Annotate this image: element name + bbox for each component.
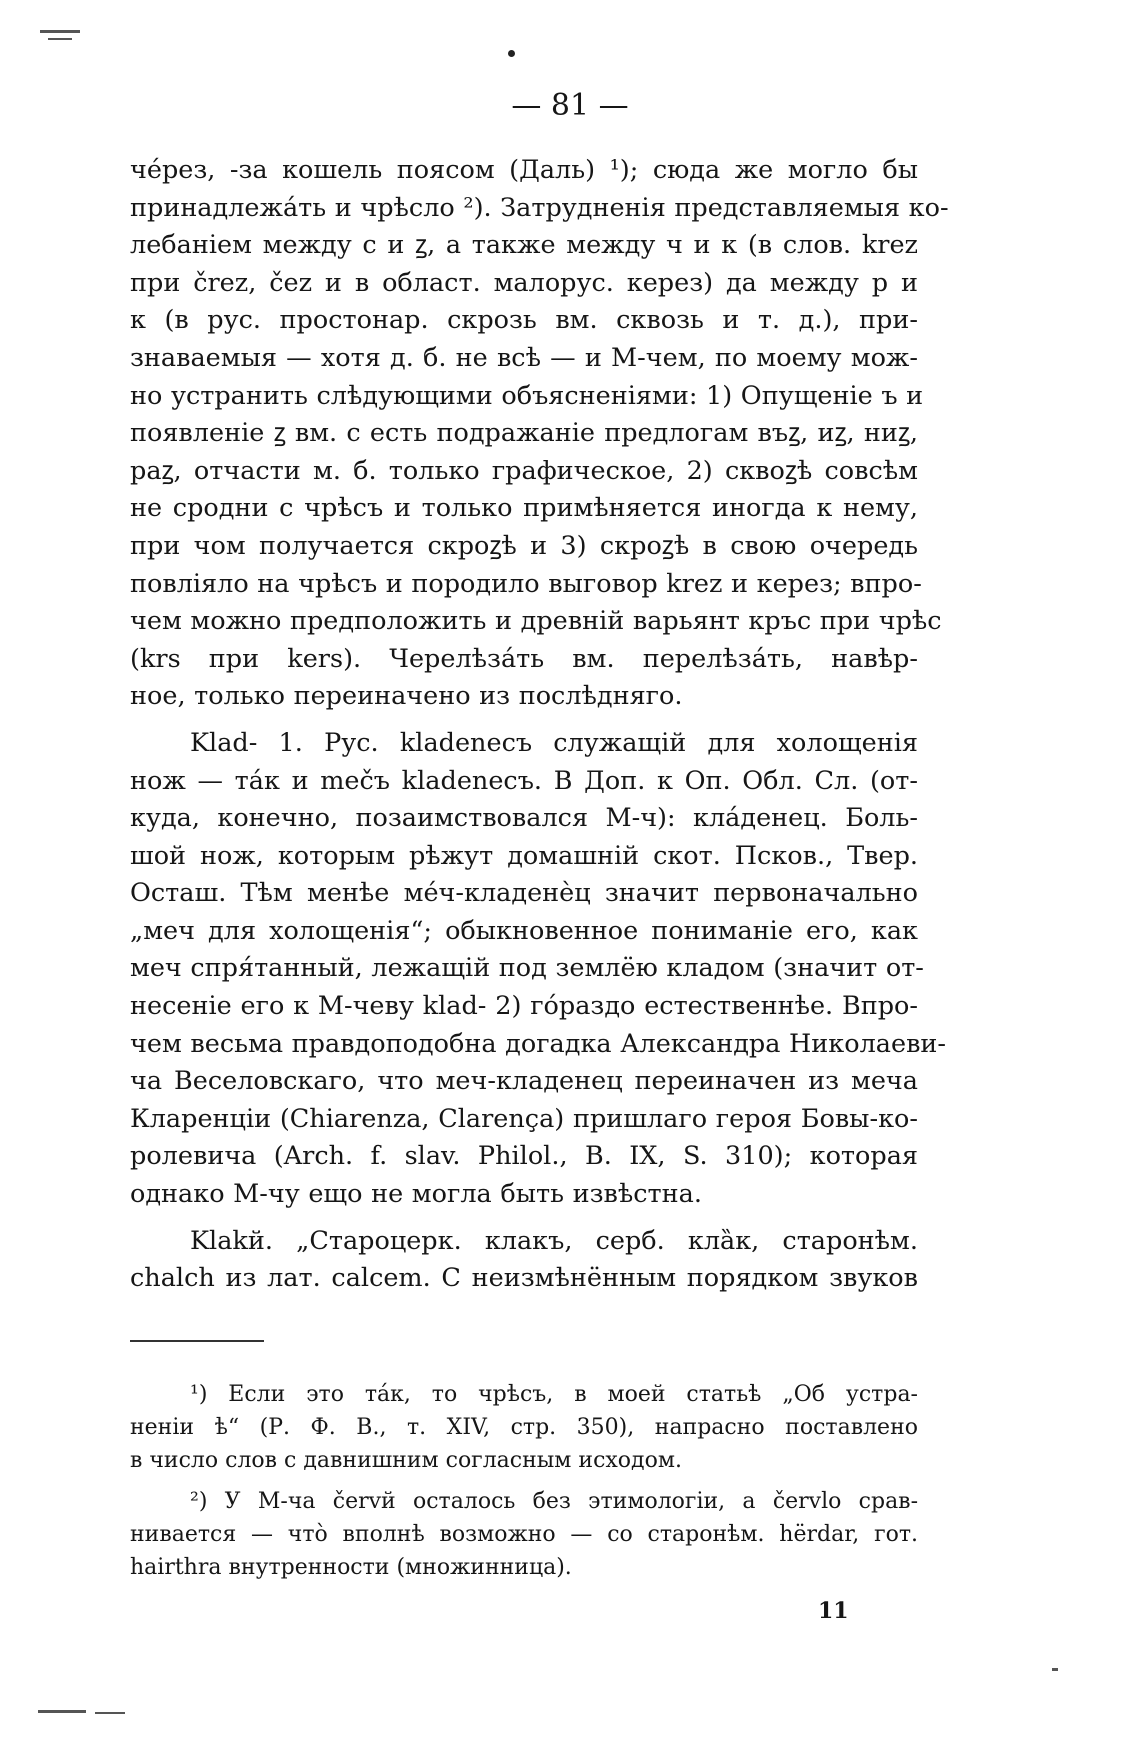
- text-line: знаваемыя — хотя д. б. не всѣ — и М-чем, по моему мож-: [130, 342, 918, 373]
- footnote-line: ²) У М-ча červй осталось без этимологіи, а červlo срав-: [190, 1489, 918, 1514]
- text-line: ролевича (Arch. f. slav. Philol., B. IX, S. 310); которая: [130, 1141, 918, 1172]
- text-line: „меч для холощенія“; обыкновенное пониманіе его, как: [130, 915, 918, 946]
- text-line: Klakй. „Староцерк. клакъ, серб. кла̏к, старонѣм.: [190, 1225, 918, 1256]
- text-line: ча Веселовскаго, что меч-кладенец переиначен из меча: [130, 1066, 918, 1097]
- text-line: однако М-чу ещо не могла быть извѣстна.: [130, 1179, 702, 1210]
- text-line: (krs при kers). Черелѣза́ть вм. перелѣза́ть, навѣр-: [130, 643, 918, 674]
- scan-speck: [40, 30, 80, 33]
- page-number: — 81 —: [511, 88, 629, 123]
- text-line: лебаніем между с и ꙁ, а также между ч и к (в слов. krez: [130, 230, 918, 261]
- text-line: принадлежа́ть и чрѣсло ²). Затрудненія представляемыя ко-: [130, 192, 949, 223]
- footnote-rule: [130, 1340, 264, 1342]
- text-line: шой нож, которым рѣжут домашній скот. Псков., Твер.: [130, 840, 918, 871]
- footnote-line: нивается — что̀ вполнѣ возможно — со старонѣм. hërdar, гот.: [130, 1522, 918, 1547]
- signature-mark: 11: [818, 1598, 849, 1624]
- text-line: Осташ. Тѣм менѣе ме́ч-кладенѐц значит первоначально: [130, 878, 918, 909]
- text-line: при črez, čez и в област. малорус. керез) да между р и: [130, 267, 918, 298]
- text-line: несеніе его к М-чеву klad- 2) го́раздо естественнѣе. Впро-: [130, 991, 918, 1022]
- scan-speck: [48, 38, 72, 40]
- text-line: чéрез, -за кошель поясом (Даль) ¹); сюда же могло бы: [130, 155, 918, 185]
- text-line: chalch из лат. calcem. С неизмѣнённым порядком звуков: [130, 1263, 918, 1294]
- text-line: при чом получается скроꙁѣ и 3) скроꙁѣ в свою очередь: [130, 530, 918, 561]
- text-line: чем весьма правдоподобна догадка Александра Николаеви-: [130, 1028, 947, 1059]
- text-line: не сродни с чрѣсъ и только примѣняется иногда к нему,: [130, 493, 918, 524]
- text-line: но устранить слѣдующими объясненіями: 1) Опущеніе ъ и: [130, 380, 924, 411]
- scan-speck: [95, 1712, 125, 1714]
- text-line: раꙁ, отчасти м. б. только графическое, 2) сквоꙁѣ совсѣм: [130, 455, 918, 486]
- footnotes: [130, 1378, 918, 1584]
- text-line: к (в рус. простонар. скрозь вм. сквозь и т. д.), при-: [130, 305, 918, 336]
- scan-speck: [38, 1710, 86, 1713]
- text-line: меч спря́танный, лежащій под землёю кладом (значит от-: [130, 953, 924, 984]
- footnote-line: hairthra внутренности (множинница).: [130, 1555, 572, 1580]
- body-text: [130, 152, 949, 1298]
- scan-speck: [1052, 1668, 1058, 1671]
- ink-dot: [508, 50, 515, 57]
- text-line: ное, только переиначено из послѣдняго.: [130, 681, 683, 712]
- footnote-line: в число слов с давнишним согласным исходом.: [130, 1448, 682, 1473]
- footnote-line: ¹) Если это та́к, то чрѣсъ, в моей статьѣ „Об устра-: [190, 1382, 918, 1407]
- text-line: нож — та́к и mečъ kladenecъ. В Доп. к Оп. Обл. Сл. (от-: [130, 765, 918, 796]
- text-line: куда, конечно, позаимствовался М-ч): кла́денец. Боль-: [130, 803, 918, 834]
- text-line: повліяло на чрѣсъ и породило выговор krez и керез; впро-: [130, 568, 922, 599]
- text-line: появленіе ꙁ вм. с есть подражаніе предлогам въꙁ, иꙁ, ниꙁ,: [130, 418, 918, 449]
- text-line: Кларенціи (Chiarenza, Clarença) пришлаго героя Бовы-ко-: [130, 1103, 918, 1134]
- footnote-line: неніи ѣ“ (Р. Ф. В., т. XIV, стр. 350), напрасно поставлено: [130, 1415, 918, 1440]
- text-line: Klad- 1. Рус. kladenecъ служащій для холощенія: [190, 727, 918, 758]
- text-line: чем можно предположить и древній варьянт кръс при чрѣс: [130, 606, 942, 637]
